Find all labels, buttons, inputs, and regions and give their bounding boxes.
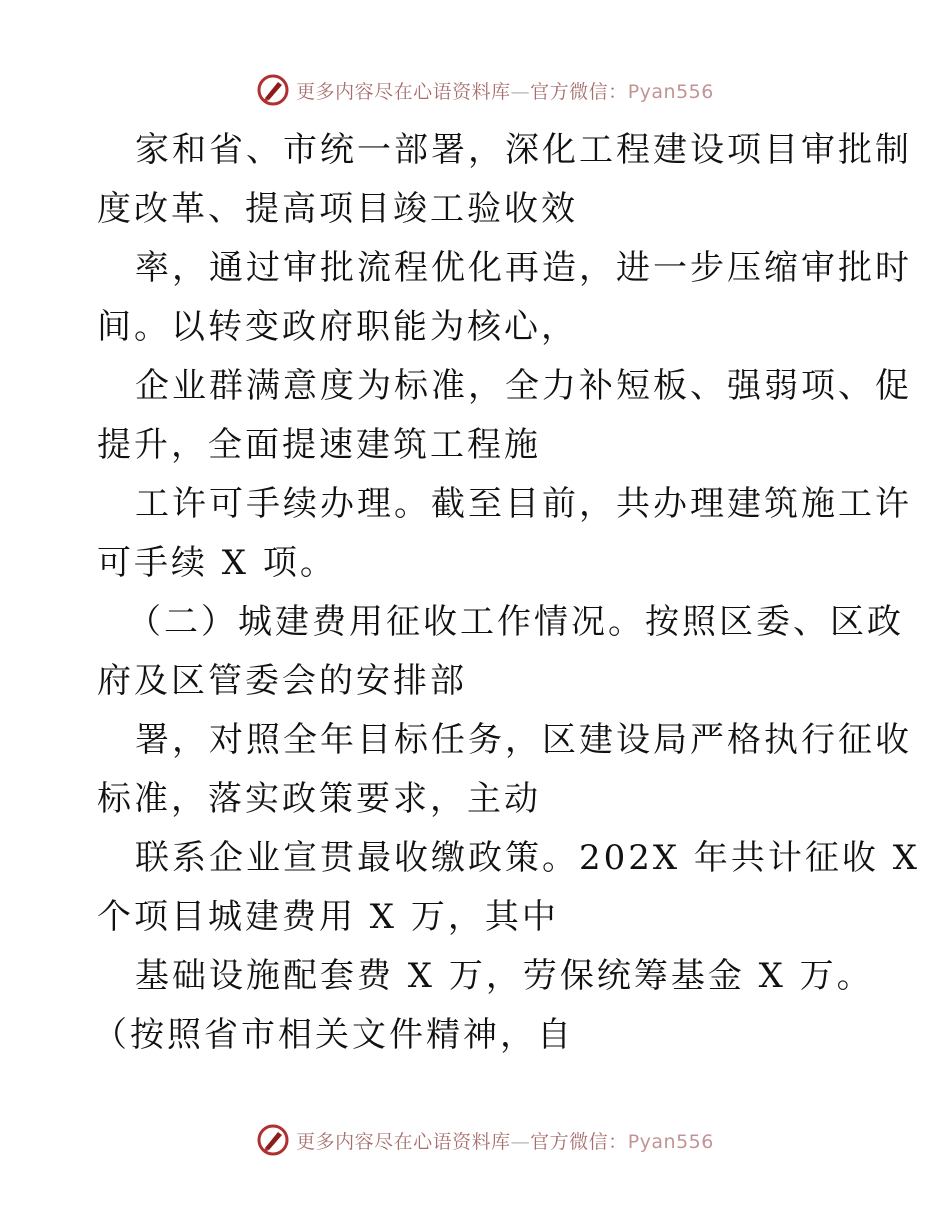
paragraph-line: （按照省市相关文件精神，自 xyxy=(93,1015,574,1055)
paragraph-line: 个项目城建费用 X 万，其中 xyxy=(97,897,559,937)
watermark-dash: — xyxy=(510,1130,531,1153)
watermark-text xyxy=(296,77,714,104)
quill-logo-icon xyxy=(256,73,290,107)
watermark-dash: — xyxy=(510,80,531,103)
watermark-id: Pyan556 xyxy=(627,80,714,103)
watermark-group xyxy=(256,73,714,107)
paragraph-line: 企业群满意度为标准，全力补短板、强弱项、促 xyxy=(135,366,912,406)
paragraph-line: 度改革、提高项目竣工验收效 xyxy=(97,189,578,229)
paragraph-line: 标准，落实政策要求，主动 xyxy=(97,779,541,819)
paragraph-line: 府及区管委会的安排部 xyxy=(97,661,467,701)
paragraph-line: 可手续 X 项。 xyxy=(97,543,337,583)
footer-watermark xyxy=(0,1120,950,1160)
watermark-label: 官方微信： xyxy=(530,1130,628,1153)
paragraph-line: 提升，全面提速建筑工程施 xyxy=(97,425,541,465)
watermark-main: 更多内容尽在心语资料库 xyxy=(296,1130,511,1153)
watermark-main: 更多内容尽在心语资料库 xyxy=(296,80,511,103)
watermark-text xyxy=(296,1127,714,1154)
watermark-id: Pyan556 xyxy=(627,1130,714,1153)
watermark-group xyxy=(256,1123,714,1157)
paragraph-line: 间。以转变政府职能为核心， xyxy=(97,307,578,347)
header-watermark xyxy=(0,70,950,110)
paragraph-line: 联系企业宣贯最收缴政策。202X 年共计征收 X xyxy=(135,838,920,878)
paragraph-line: 工许可手续办理。截至目前，共办理建筑施工许 xyxy=(135,484,912,524)
paragraph-line: （二）城建费用征收工作情况。按照区委、区政 xyxy=(127,602,904,642)
document-body xyxy=(93,121,920,1065)
paragraph-line: 率，通过审批流程优化再造，进一步压缩审批时 xyxy=(135,248,912,288)
paragraph-line: 基础设施配套费 X 万，劳保统筹基金 X 万。 xyxy=(135,956,874,996)
quill-logo-icon xyxy=(256,1123,290,1157)
paragraph-line: 家和省、市统一部署，深化工程建设项目审批制 xyxy=(135,130,912,170)
watermark-label: 官方微信： xyxy=(530,80,628,103)
paragraph-line: 署，对照全年目标任务，区建设局严格执行征收 xyxy=(135,720,912,760)
